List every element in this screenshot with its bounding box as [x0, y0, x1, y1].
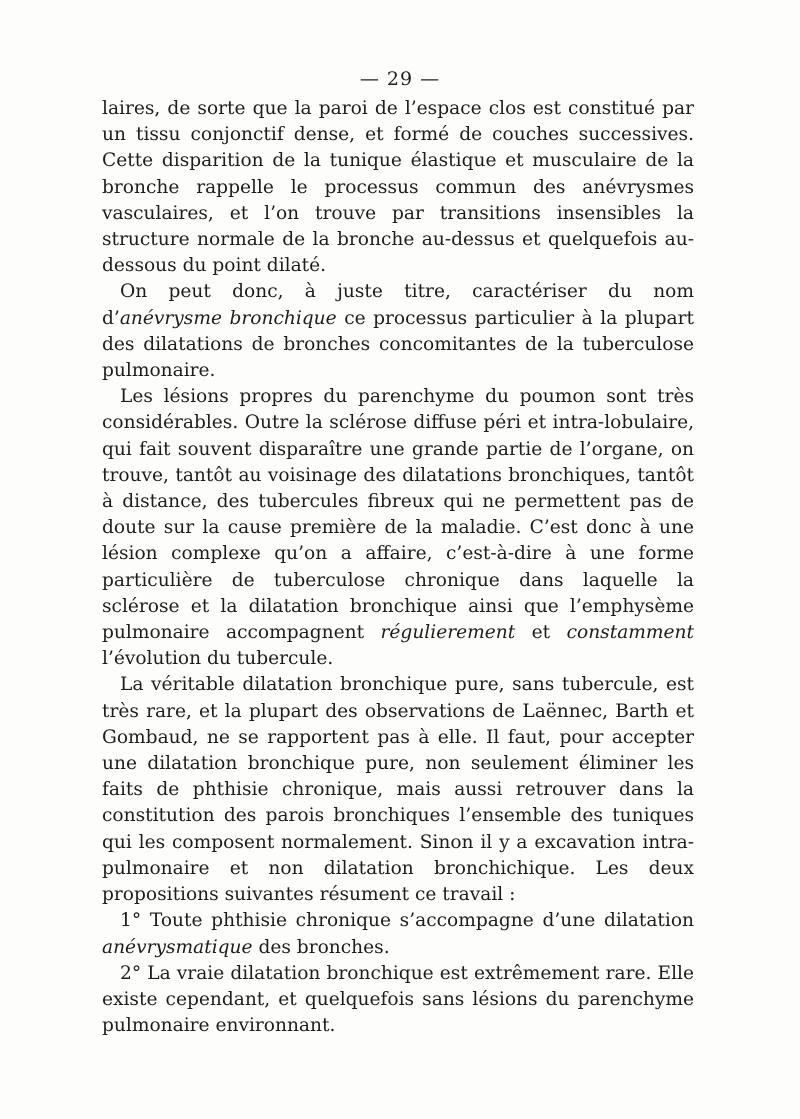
- text-body: [102, 96, 694, 1039]
- italic-anevrysmatique: anévrysmatique: [102, 936, 253, 958]
- paragraph-2-text-a: On peut donc, à juste titre, caractériser du nom d’: [102, 281, 694, 329]
- page-number: — 29 —: [359, 68, 441, 90]
- paragraph-3-text-c: l’évolution du tubercule.: [102, 648, 334, 670]
- paragraph-5: [102, 908, 694, 960]
- paragraph-4: [102, 672, 694, 908]
- paragraph-6: [102, 961, 694, 1040]
- paragraph-2-text-b: ce processus particulier à la plupart des dilatations de bronches concomitantes de la tuberculose pulmonaire.: [102, 307, 694, 382]
- paragraph-1-text: laires, de sorte que la paroi de l’espace clos est constitué par un tissu conjonctif dense, et formé de couches successives. Cette disparition de la tunique élastique et musculaire de la bronche rappelle le processus commun des anévrysmes vasculaires, et l’on trouve par transitions insensibles la structure normale de la bronche au-dessus et quelquefois au-dessous du point dilaté.: [102, 98, 694, 277]
- italic-constamment: constamment: [566, 622, 694, 644]
- italic-regulierement: régulierement: [380, 622, 516, 644]
- paragraph-3: [102, 384, 694, 672]
- paragraph-5-text-b: des bronches.: [252, 936, 390, 958]
- paragraph-3-text-a: Les lésions propres du parenchyme du poumon sont très considérables. Outre la sclérose diffuse péri et intra-lobulaire, qui fait souvent disparaître une grande partie de l’organe, on trouve, tantôt au voisinage des dilatations bronchiques, tantôt à distance, des tubercules fibreux qui ne permettent pas de doute sur la cause première de la maladie. C’est donc à une lésion complexe qu’on a affaire, c’est-à-dire à une forme particulière de tuberculose chronique dans laquelle la sclérose et la dilatation bronchique ainsi que l’emphysème pulmonaire accompagnent: [102, 386, 694, 644]
- paragraph-2: [102, 279, 694, 384]
- paragraph-6-text: 2° La vraie dilatation bronchique est extrêmement rare. Elle existe cependant, et quelquefois sans lésions du parenchyme pulmonaire environnant.: [102, 962, 694, 1037]
- paragraph-1: [102, 96, 694, 279]
- paragraph-4-text: La véritable dilatation bronchique pure, sans tubercule, est très rare, et la plupart des observations de Laënnec, Barth et Gombaud, ne se rapportent pas à elle. Il faut, pour accepter une dilatation bronchique pure, non seulement éliminer les faits de phthisie chronique, mais aussi retrouver dans la constitution des parois bronchiques l’ensemble des tuniques qui les composent normalement. Sinon il y a excavation intra-pulmonaire et non dilatation bronchichique. Les deux propositions suivantes résument ce travail :: [102, 674, 694, 906]
- paragraph-5-text-a: 1° Toute phthisie chronique s’accompagne d’une dilatation: [120, 910, 694, 932]
- italic-anevrysme-bronchique: anévrysme bronchique: [119, 307, 337, 329]
- paragraph-3-text-b: et: [515, 622, 567, 644]
